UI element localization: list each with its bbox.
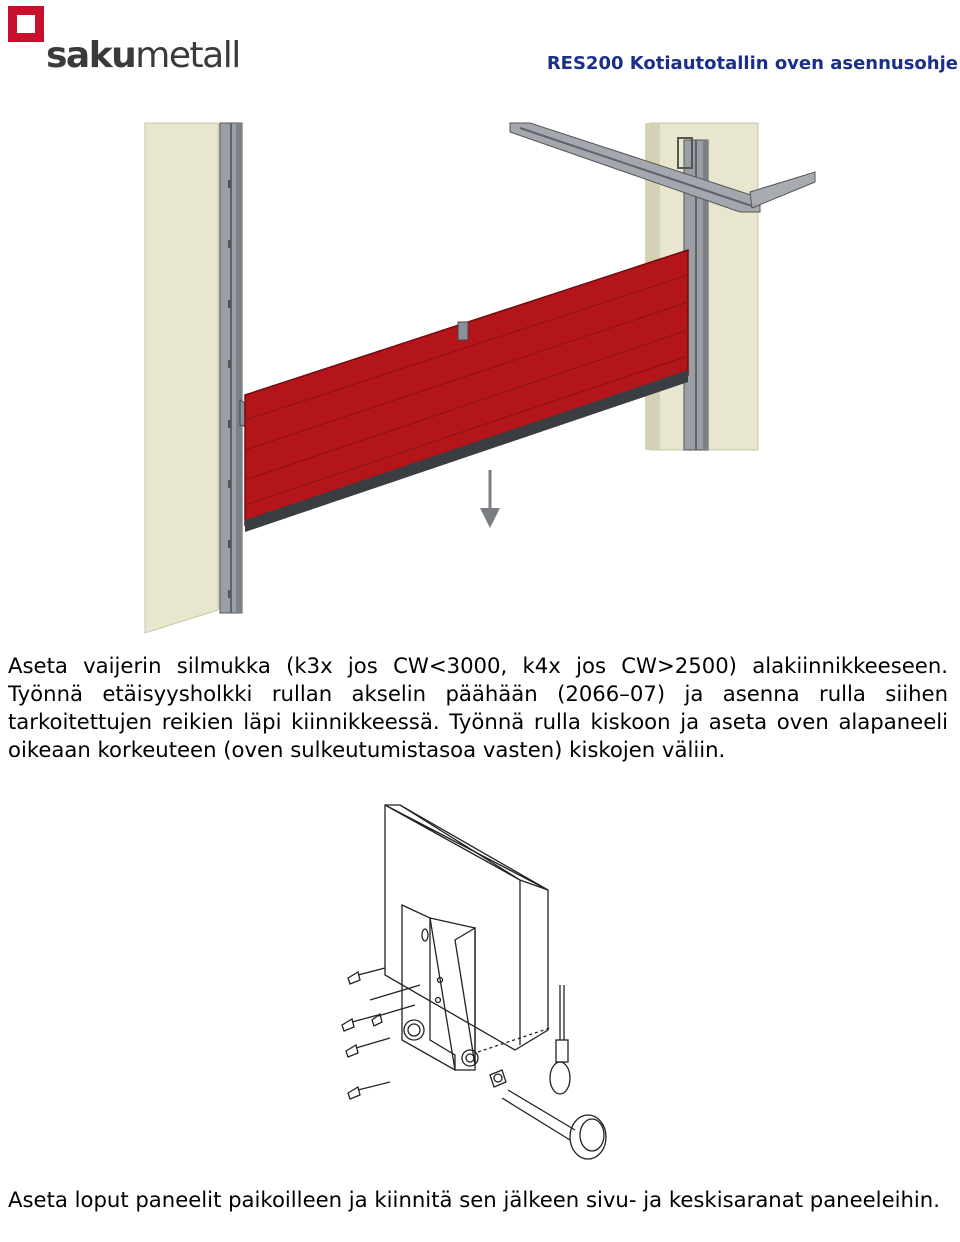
document-title: RES200 Kotiautotallin oven asennusohje [546, 53, 958, 74]
instruction-paragraph-2: Aseta loput paneelit paikoilleen ja kiinnitä sen jälkeen sivu- ja keskisaranat paneeleihin. [8, 1187, 940, 1212]
company-logo [8, 6, 248, 76]
logo-wordmark: sakumetall [46, 35, 240, 76]
bracket-exploded-figure [330, 800, 620, 1160]
logo-square-icon [8, 6, 44, 42]
instruction-paragraph-1: Aseta vaijerin silmukka (k3x jos CW<3000, k4x jos CW>2500) alakiinnikkeeseen. Työnnä etäisyysholkki rullan akselin päähään (2066–07) ja asenna rulla siihen tarkoitettujen reikien läpi kiinnikkeessä. Työnnä rulla kiskoon ja aseta oven alapaneeli oikeaan korkeuteen (oven sulkeutumistasoa vasten) kiskojen väliin. [8, 653, 948, 762]
door-panel-installation-figure [140, 120, 820, 635]
